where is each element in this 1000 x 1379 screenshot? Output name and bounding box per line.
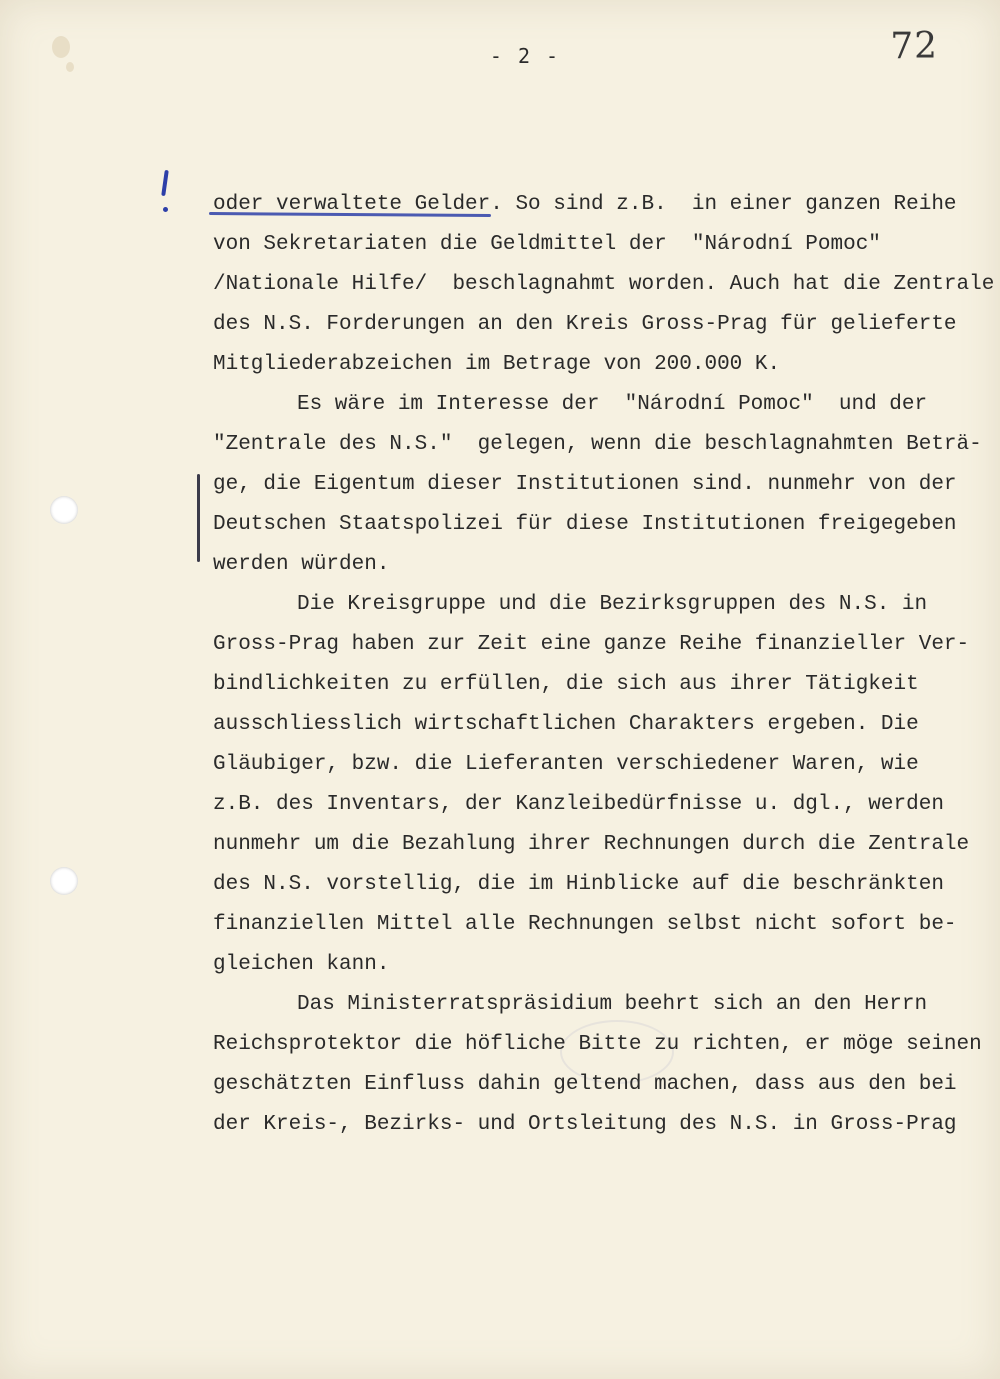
text-line: der Kreis-, Bezirks- und Ortsleitung des N.S. in Gross-Prag (213, 1113, 957, 1136)
text-line: Reichsprotektor die höfliche Bitte zu richten, er möge seinen (213, 1033, 982, 1056)
text-line: Gläubiger, bzw. die Lieferanten verschiedener Waren, wie (213, 753, 919, 776)
letter-body (213, 185, 995, 1145)
text-line: von Sekretariaten die Geldmittel der "Národní Pomoc" (213, 233, 881, 256)
text-line: Mitgliederabzeichen im Betrage von 200.000 K. (213, 353, 781, 376)
text-line: ausschliesslich wirtschaftlichen Charakters ergeben. Die (213, 713, 919, 736)
text-line: finanziellen Mittel alle Rechnungen selbst nicht sofort be- (213, 913, 957, 936)
text-line: oder verwaltete Gelder. So sind z.B. in einer ganzen Reihe (213, 193, 957, 216)
text-line: geschätzten Einfluss dahin geltend machen, dass aus den bei (213, 1073, 957, 1096)
folio-number: 72 (890, 26, 938, 67)
text-line: nunmehr um die Bezahlung ihrer Rechnungen durch die Zentrale (213, 833, 970, 856)
text-line: Die Kreisgruppe und die Bezirksgruppen des N.S. in (297, 593, 928, 616)
text-line: des N.S. vorstellig, die im Hinblicke auf die beschränkten (213, 873, 944, 896)
text-line: des N.S. Forderungen an den Kreis Gross-Prag für gelieferte (213, 313, 957, 336)
text-line: Gross-Prag haben zur Zeit eine ganze Reihe finanzieller Ver- (213, 633, 970, 656)
text-line: z.B. des Inventars, der Kanzleibedürfnisse u. dgl., werden (213, 793, 944, 816)
text-line: /Nationale Hilfe/ beschlagnahmt worden. Auch hat die Zentrale (213, 273, 995, 296)
punch-hole-bottom (50, 867, 78, 895)
exclamation-margin-dot (163, 207, 168, 212)
exclamation-margin-mark (161, 170, 169, 196)
text-line: Das Ministerratspräsidium beehrt sich an den Herrn (297, 993, 928, 1016)
text-line: gleichen kann. (213, 953, 390, 976)
text-line: Deutschen Staatspolizei für diese Institutionen freigegeben (213, 513, 957, 536)
margin-bar-mark (197, 474, 200, 562)
text-line: ge, die Eigentum dieser Institutionen sind. nunmehr von der (213, 473, 957, 496)
page-number: - 2 - (489, 44, 561, 68)
text-line: werden würden. (213, 553, 390, 576)
text-line: "Zentrale des N.S." gelegen, wenn die beschlagnahmten Beträ- (213, 433, 982, 456)
text-line: Es wäre im Interesse der "Národní Pomoc" und der (297, 393, 928, 416)
text-line: bindlichkeiten zu erfüllen, die sich aus ihrer Tätigkeit (213, 673, 919, 696)
punch-hole-top (50, 496, 78, 524)
